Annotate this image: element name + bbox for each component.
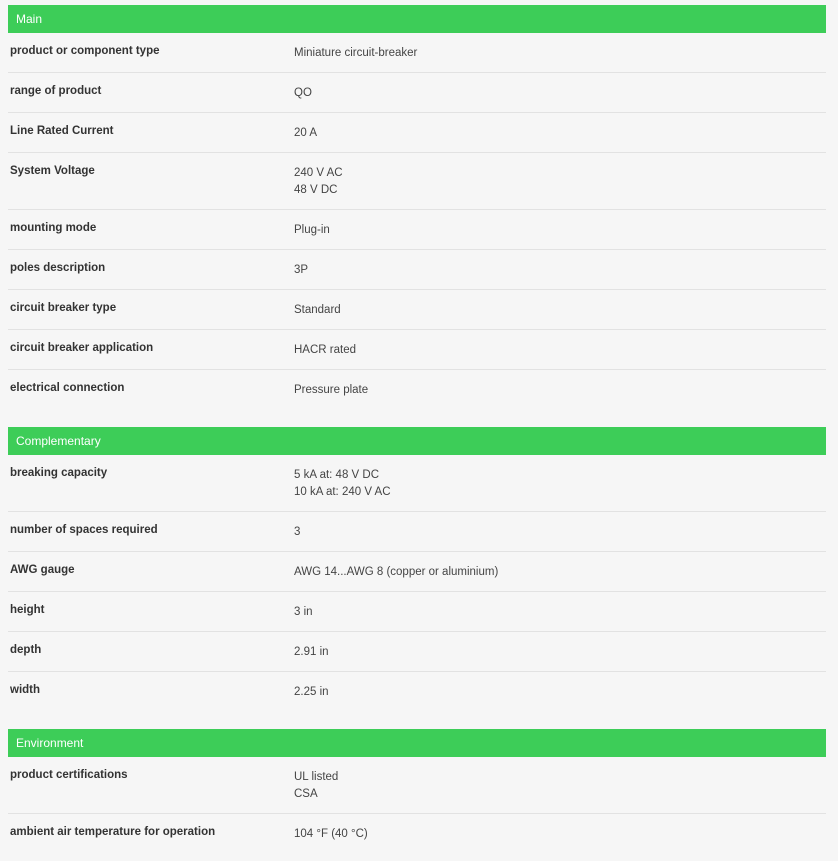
section-header-complementary: Complementary <box>8 427 826 455</box>
spec-row <box>8 290 826 330</box>
spec-value <box>294 222 330 239</box>
spec-value <box>294 262 308 279</box>
spec-row <box>8 455 826 512</box>
spec-value <box>294 165 343 199</box>
spec-row <box>8 33 826 73</box>
spec-value-line: UL listed <box>294 771 339 783</box>
spec-value-line: Pressure plate <box>294 384 369 396</box>
spec-row <box>8 330 826 370</box>
spec-value <box>294 85 312 102</box>
spec-row <box>8 757 826 814</box>
spec-row <box>8 113 826 153</box>
spec-value <box>294 302 341 319</box>
spec-value <box>294 684 329 701</box>
spec-value <box>294 604 313 621</box>
spec-value-line: 104 °F (40 °C) <box>294 828 368 840</box>
spec-row <box>8 672 826 724</box>
spec-row <box>8 512 826 552</box>
spec-label: number of spaces required <box>10 524 158 536</box>
spec-label: circuit breaker application <box>10 342 154 354</box>
spec-value-line: 3P <box>294 264 309 276</box>
spec-value-line: 48 V DC <box>294 184 338 196</box>
spec-label: mounting mode <box>10 222 97 234</box>
spec-value-line: HACR rated <box>294 344 356 356</box>
spec-value-line: CSA <box>294 788 318 800</box>
spec-value-line: Plug-in <box>294 224 330 236</box>
spec-value-line: 2.25 in <box>294 686 329 698</box>
spec-value <box>294 45 417 62</box>
spec-value-line: 20 A <box>294 127 318 139</box>
spec-label: width <box>10 684 41 696</box>
spec-value <box>294 644 329 661</box>
spec-row <box>8 632 826 672</box>
spec-value-line: 240 V AC <box>294 167 343 179</box>
spec-value <box>294 524 300 541</box>
spec-row <box>8 592 826 632</box>
spec-value <box>294 382 368 399</box>
spec-value-line: QO <box>294 87 312 99</box>
spec-label: Line Rated Current <box>10 125 114 137</box>
spec-row <box>8 210 826 250</box>
spec-value <box>294 467 391 501</box>
spec-value-line: 3 in <box>294 606 313 618</box>
spec-value <box>294 125 317 142</box>
spec-row <box>8 250 826 290</box>
spec-label: product certifications <box>10 769 128 781</box>
spec-value-line: 2.91 in <box>294 646 329 658</box>
spec-row <box>8 73 826 113</box>
spec-row <box>8 153 826 210</box>
spec-value-line: 10 kA at: 240 V AC <box>294 486 391 498</box>
section-header-environment: Environment <box>8 729 826 757</box>
spec-value <box>294 769 338 803</box>
spec-label: product or component type <box>10 45 160 57</box>
spec-value-line: 3 <box>294 526 301 538</box>
spec-label: AWG gauge <box>10 564 75 576</box>
spec-row <box>8 370 826 422</box>
spec-value-line: AWG 14...AWG 8 (copper or aluminium) <box>294 566 499 578</box>
spec-label: height <box>10 604 45 616</box>
spec-value-line: 5 kA at: 48 V DC <box>294 469 380 481</box>
spec-label: System Voltage <box>10 165 95 177</box>
spec-label: depth <box>10 644 42 656</box>
section-header-main: Main <box>8 5 826 33</box>
spec-value <box>294 826 368 843</box>
spec-value <box>294 342 356 359</box>
spec-label: electrical connection <box>10 382 125 394</box>
spec-row <box>8 552 826 592</box>
spec-label: ambient air temperature for operation <box>10 826 216 838</box>
spec-label: poles description <box>10 262 106 274</box>
spec-row <box>8 814 826 854</box>
spec-value <box>294 564 498 581</box>
spec-label: circuit breaker type <box>10 302 117 314</box>
spec-label: breaking capacity <box>10 467 108 479</box>
spec-value-line: Miniature circuit-breaker <box>294 47 418 59</box>
spec-value-line: Standard <box>294 304 341 316</box>
spec-label: range of product <box>10 85 102 97</box>
